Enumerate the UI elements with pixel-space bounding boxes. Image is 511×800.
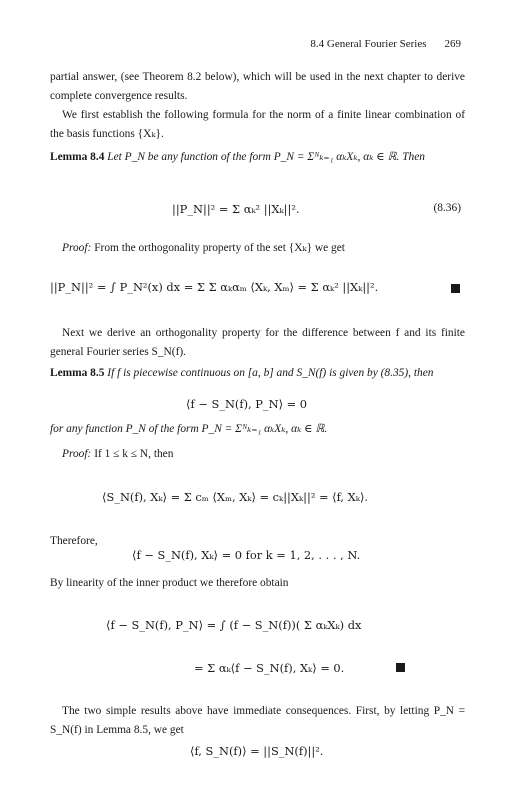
proof-8-5-equation-3a: ⟨f − S_N(f), P_N⟩ = ∫ (f − S_N(f))( Σ αₖXₖ) dx xyxy=(106,618,362,632)
paragraph-intro: We first establish the following formula for the norm of a finite linear combination of the basis functions {Xₖ}. xyxy=(50,109,465,140)
proof-text: If 1 ≤ k ≤ N, then xyxy=(94,448,174,460)
lemma-8-4 xyxy=(50,148,465,167)
proof-label: Proof: xyxy=(62,448,92,460)
proof-8-5-equation-3b: = Σ αₖ⟨f − S_N(f), Xₖ⟩ = 0. xyxy=(194,661,345,675)
lemma-8-5-condition: for any function P_N of the form P_N = Σᴺₖ₌₁ αₖXₖ, αₖ ∈ ℝ. xyxy=(50,423,328,435)
proof-label: Proof: xyxy=(62,242,92,254)
equation-number: (8.36) xyxy=(433,202,461,214)
proof-8-5-equation-2: ⟨f − S_N(f), Xₖ⟩ = 0 for k = 1, 2, . . . , N. xyxy=(132,548,361,562)
paragraph-orthogonality: Next we derive an orthogonality property for the difference between f and its finite general Fourier series S_N(f). xyxy=(50,327,465,358)
lemma-8-5-title: Lemma 8.5 xyxy=(50,367,105,379)
paragraph-consequences: The two simple results above have immediate consequences. First, by letting P_N = S_N(f) in Lemma 8.5, we get xyxy=(50,705,465,736)
proof-8-5 xyxy=(50,445,465,464)
equation-8-36: ||P_N||² = Σ αₖ² ||Xₖ||². xyxy=(172,202,300,216)
paragraph-continuation: partial answer, (see Theorem 8.2 below), which will be used in the next chapter to derive complete convergence results. xyxy=(50,71,465,102)
lemma-8-5 xyxy=(50,364,465,383)
section-title: 8.4 General Fourier Series xyxy=(310,38,427,50)
page-number: 269 xyxy=(444,38,461,50)
proof-8-5-equation-1: ⟨S_N(f), Xₖ⟩ = Σ cₘ ⟨Xₘ, Xₖ⟩ = cₖ||Xₖ||² = ⟨f, Xₖ⟩. xyxy=(102,490,369,504)
final-equation: ⟨f, S_N(f)⟩ = ||S_N(f)||². xyxy=(190,744,324,758)
paragraph-therefore: Therefore, xyxy=(50,535,98,547)
paragraph-linearity: By linearity of the inner product we therefore obtain xyxy=(50,577,289,589)
proof-text: From the orthogonality property of the set {Xₖ} we get xyxy=(94,242,345,254)
qed-symbol xyxy=(451,284,460,293)
proof-8-4 xyxy=(50,239,465,258)
lemma-8-5-equation: ⟨f − S_N(f), P_N⟩ = 0 xyxy=(186,397,308,411)
qed-symbol xyxy=(396,663,405,672)
lemma-8-4-title: Lemma 8.4 xyxy=(50,151,105,163)
proof-8-4-equation: ||P_N||² = ∫ P_N²(x) dx = Σ Σ αₖαₘ ⟨Xₖ, Xₘ⟩ = Σ αₖ² ||Xₖ||². xyxy=(50,280,379,294)
lemma-8-5-statement: If f is piecewise continuous on [a, b] and S_N(f) is given by (8.35), then xyxy=(107,367,434,379)
running-header xyxy=(310,38,461,50)
lemma-8-4-statement: Let P_N be any function of the form P_N = Σᴺₖ₌₁ αₖXₖ, αₖ ∈ ℝ. Then xyxy=(107,151,425,163)
